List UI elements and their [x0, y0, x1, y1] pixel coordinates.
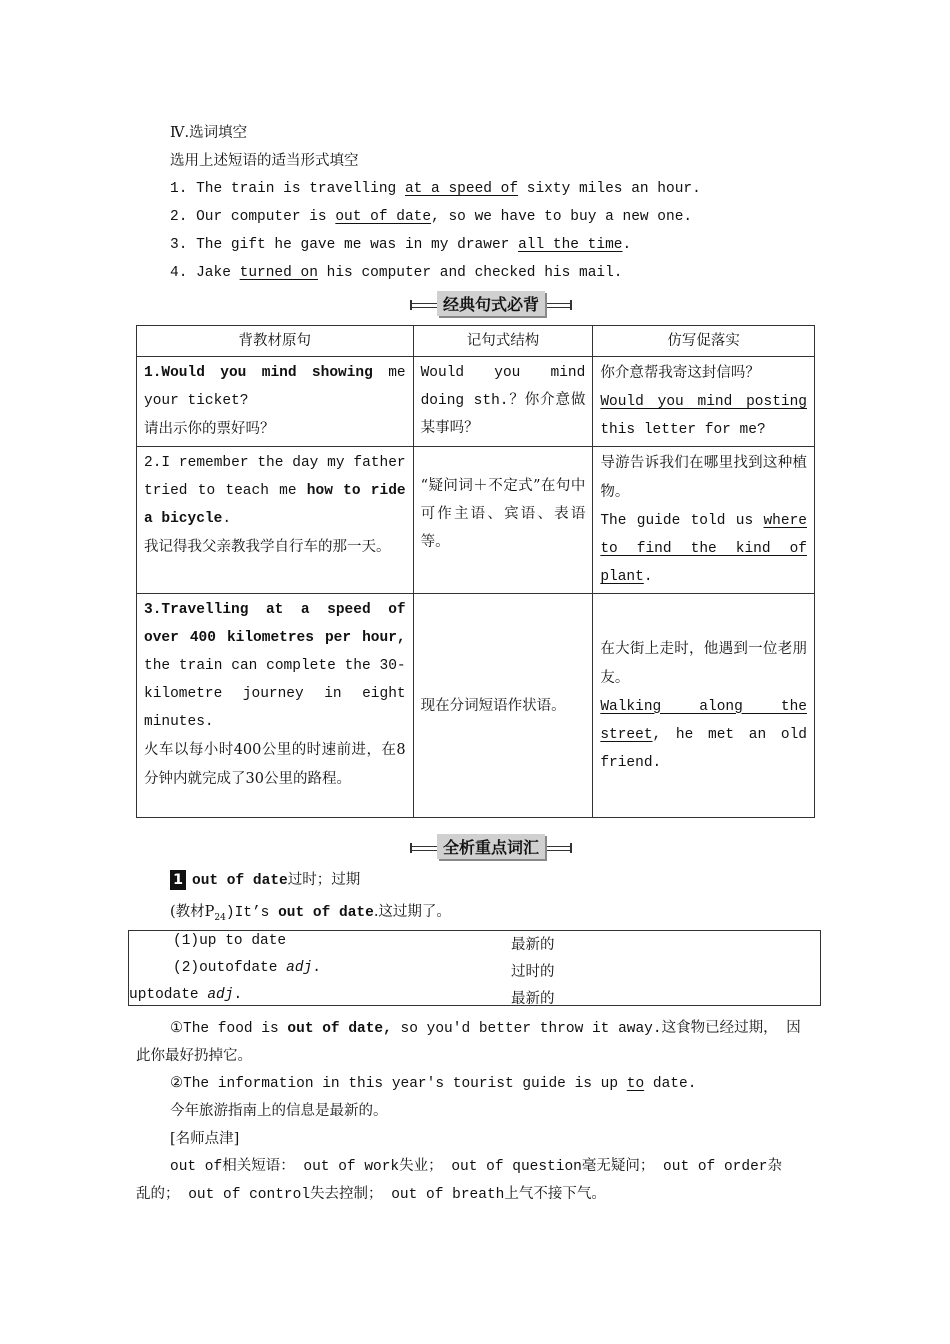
exercise-heading: Ⅳ.选词填空: [170, 125, 248, 141]
sentence-table: [136, 325, 815, 818]
imitation-text: , he met an old friend.: [600, 726, 807, 771]
tip-text: out of相关短语： out of work失业； out of question毫无疑问； out of order杂: [170, 1159, 782, 1175]
word-meaning: 过时的: [511, 964, 555, 980]
vocab-source: [170, 902, 451, 928]
imitation-text: The guide told us: [600, 513, 764, 529]
imitation-cell: [593, 357, 815, 447]
word-form-box: [128, 930, 821, 1006]
imitation-answer: Would you mind posting: [600, 394, 807, 410]
source-translation: .这过期了。: [373, 904, 451, 920]
column-header: 背教材原句: [137, 326, 414, 357]
source-phrase: out of date: [278, 905, 374, 921]
header-cap: [410, 843, 418, 853]
original-bold: 3.Travelling at a speed of over 400 kilometres per hour,: [144, 602, 406, 646]
original-sentence-cell: [137, 447, 414, 594]
vocab-meaning: 过时；过期: [287, 872, 361, 888]
structure-cell: 现在分词短语作状语。: [413, 594, 593, 818]
original-text: 2.I remember the day my father tried to teach me: [144, 455, 406, 499]
word-meaning: 最新的: [511, 991, 555, 1007]
vocab-number-badge: 1: [170, 870, 186, 890]
example-sentence: [170, 1018, 801, 1039]
exercise-instruction: 选用上述短语的适当形式填空: [170, 153, 359, 169]
item-text: sixty miles an hour.: [518, 181, 701, 197]
imitation-text: this letter for me?: [600, 422, 766, 438]
imitation-prompt: 你介意帮我寄这封信吗？: [600, 365, 760, 381]
source-text: (教材P: [170, 904, 215, 920]
imitation-answer: Walking along the street: [600, 698, 807, 743]
item-text: his computer and checked his mail.: [317, 265, 623, 281]
item-text: .: [622, 237, 632, 253]
imitation-answer: where to find the kind of plant: [600, 513, 807, 585]
column-header: 仿写促落实: [593, 326, 815, 357]
section-header-sentences: [410, 291, 572, 315]
word-form: .: [233, 987, 243, 1003]
item-number: 2.: [170, 209, 188, 225]
header-cap: [410, 300, 418, 310]
imitation-text: .: [643, 569, 653, 585]
word-form: .: [312, 960, 321, 976]
word-form: uptodate: [129, 987, 208, 1003]
header-cap: [564, 300, 572, 310]
original-text: .: [222, 511, 232, 527]
part-of-speech: adj: [286, 960, 313, 976]
example-answer: to: [626, 1076, 645, 1092]
item-answer: all the time: [518, 237, 623, 253]
item-text: Our computer is: [196, 209, 336, 225]
word-form-row: [173, 933, 555, 953]
structure-cell: Would you mind doing sth.？你介意做某事吗？: [413, 357, 593, 447]
table-row: [137, 594, 815, 818]
vocab-phrase: out of date: [192, 873, 288, 889]
item-text: The gift he gave me was in my drawer: [196, 237, 519, 253]
item-answer: out of date: [335, 209, 432, 225]
item-text: , so we have to buy a new one.: [431, 209, 693, 225]
original-bold: how to ride a bicycle: [144, 483, 406, 527]
item-text: Jake: [196, 265, 240, 281]
table-row: [137, 357, 815, 447]
item-text: The train is travelling: [196, 181, 405, 197]
example-text: date.: [644, 1076, 697, 1092]
tip-label: [名师点津]: [170, 1131, 240, 1147]
original-bold: 1.Would you mind showing: [144, 365, 373, 381]
example-translation: 今年旅游指南上的信息是最新的。: [170, 1103, 388, 1119]
source-text: )It’s: [225, 905, 279, 921]
table-row: [137, 447, 815, 594]
exercise-item: [170, 263, 623, 283]
table-header-row: [137, 326, 815, 357]
example-text: ②The information in this year's tourist guide is up: [170, 1076, 627, 1092]
vocab-heading: [170, 870, 360, 891]
tip-text: 乱的； out of control失去控制； out of breath上气不接下气。: [136, 1187, 606, 1203]
word-form-row: [173, 960, 555, 980]
word-form-row: [129, 987, 555, 1007]
original-sentence-cell: [137, 594, 414, 818]
example-sentence: [170, 1074, 696, 1094]
part-of-speech: adj: [207, 987, 234, 1003]
original-translation: 请出示你的票好吗？: [144, 421, 275, 437]
item-number: 3.: [170, 237, 188, 253]
item-answer: at a speed of: [404, 181, 519, 197]
original-translation: 我记得我父亲教我学自行车的那一天。: [144, 539, 391, 555]
column-header: 记句式结构: [413, 326, 593, 357]
word-meaning: 最新的: [511, 937, 555, 953]
exercise-item: [170, 207, 692, 227]
imitation-prompt: 导游告诉我们在哪里找到这种植物。: [600, 455, 807, 500]
imitation-prompt: 在大街上走时，他遇到一位老朋友。: [600, 640, 807, 686]
structure-cell: “疑问词＋不定式”在句中可作主语、宾语、表语等。: [413, 447, 593, 594]
section-header-vocab: [410, 834, 572, 858]
original-text: me your ticket?: [144, 365, 406, 409]
example-text: so you'd better throw it away.这食物已经过期， 因: [391, 1021, 801, 1037]
section-title: 全析重点词汇: [437, 834, 545, 859]
example-text: ①The food is: [170, 1021, 288, 1037]
example-continuation: 此你最好扔掉它。: [136, 1048, 252, 1064]
imitation-cell: [593, 447, 815, 594]
section-title: 经典句式必背: [437, 291, 545, 316]
header-cap: [564, 843, 572, 853]
word-form: (1)up to date: [173, 933, 287, 949]
item-number: 1.: [170, 181, 188, 197]
item-number: 4.: [170, 265, 188, 281]
source-page: 24: [214, 912, 226, 923]
item-answer: turned on: [239, 265, 318, 281]
exercise-item: [170, 235, 631, 255]
word-form: (2)outofdate: [173, 960, 287, 976]
original-text: the train can complete the 30-kilometre journey in eight minutes.: [144, 658, 406, 730]
original-translation: 火车以每小时400公里的时速前进，在8分钟内就完成了30公里的路程。: [144, 742, 406, 787]
imitation-cell: [593, 594, 815, 818]
original-sentence-cell: [137, 357, 414, 447]
exercise-item: [170, 179, 701, 199]
example-phrase: out of date,: [287, 1021, 392, 1037]
